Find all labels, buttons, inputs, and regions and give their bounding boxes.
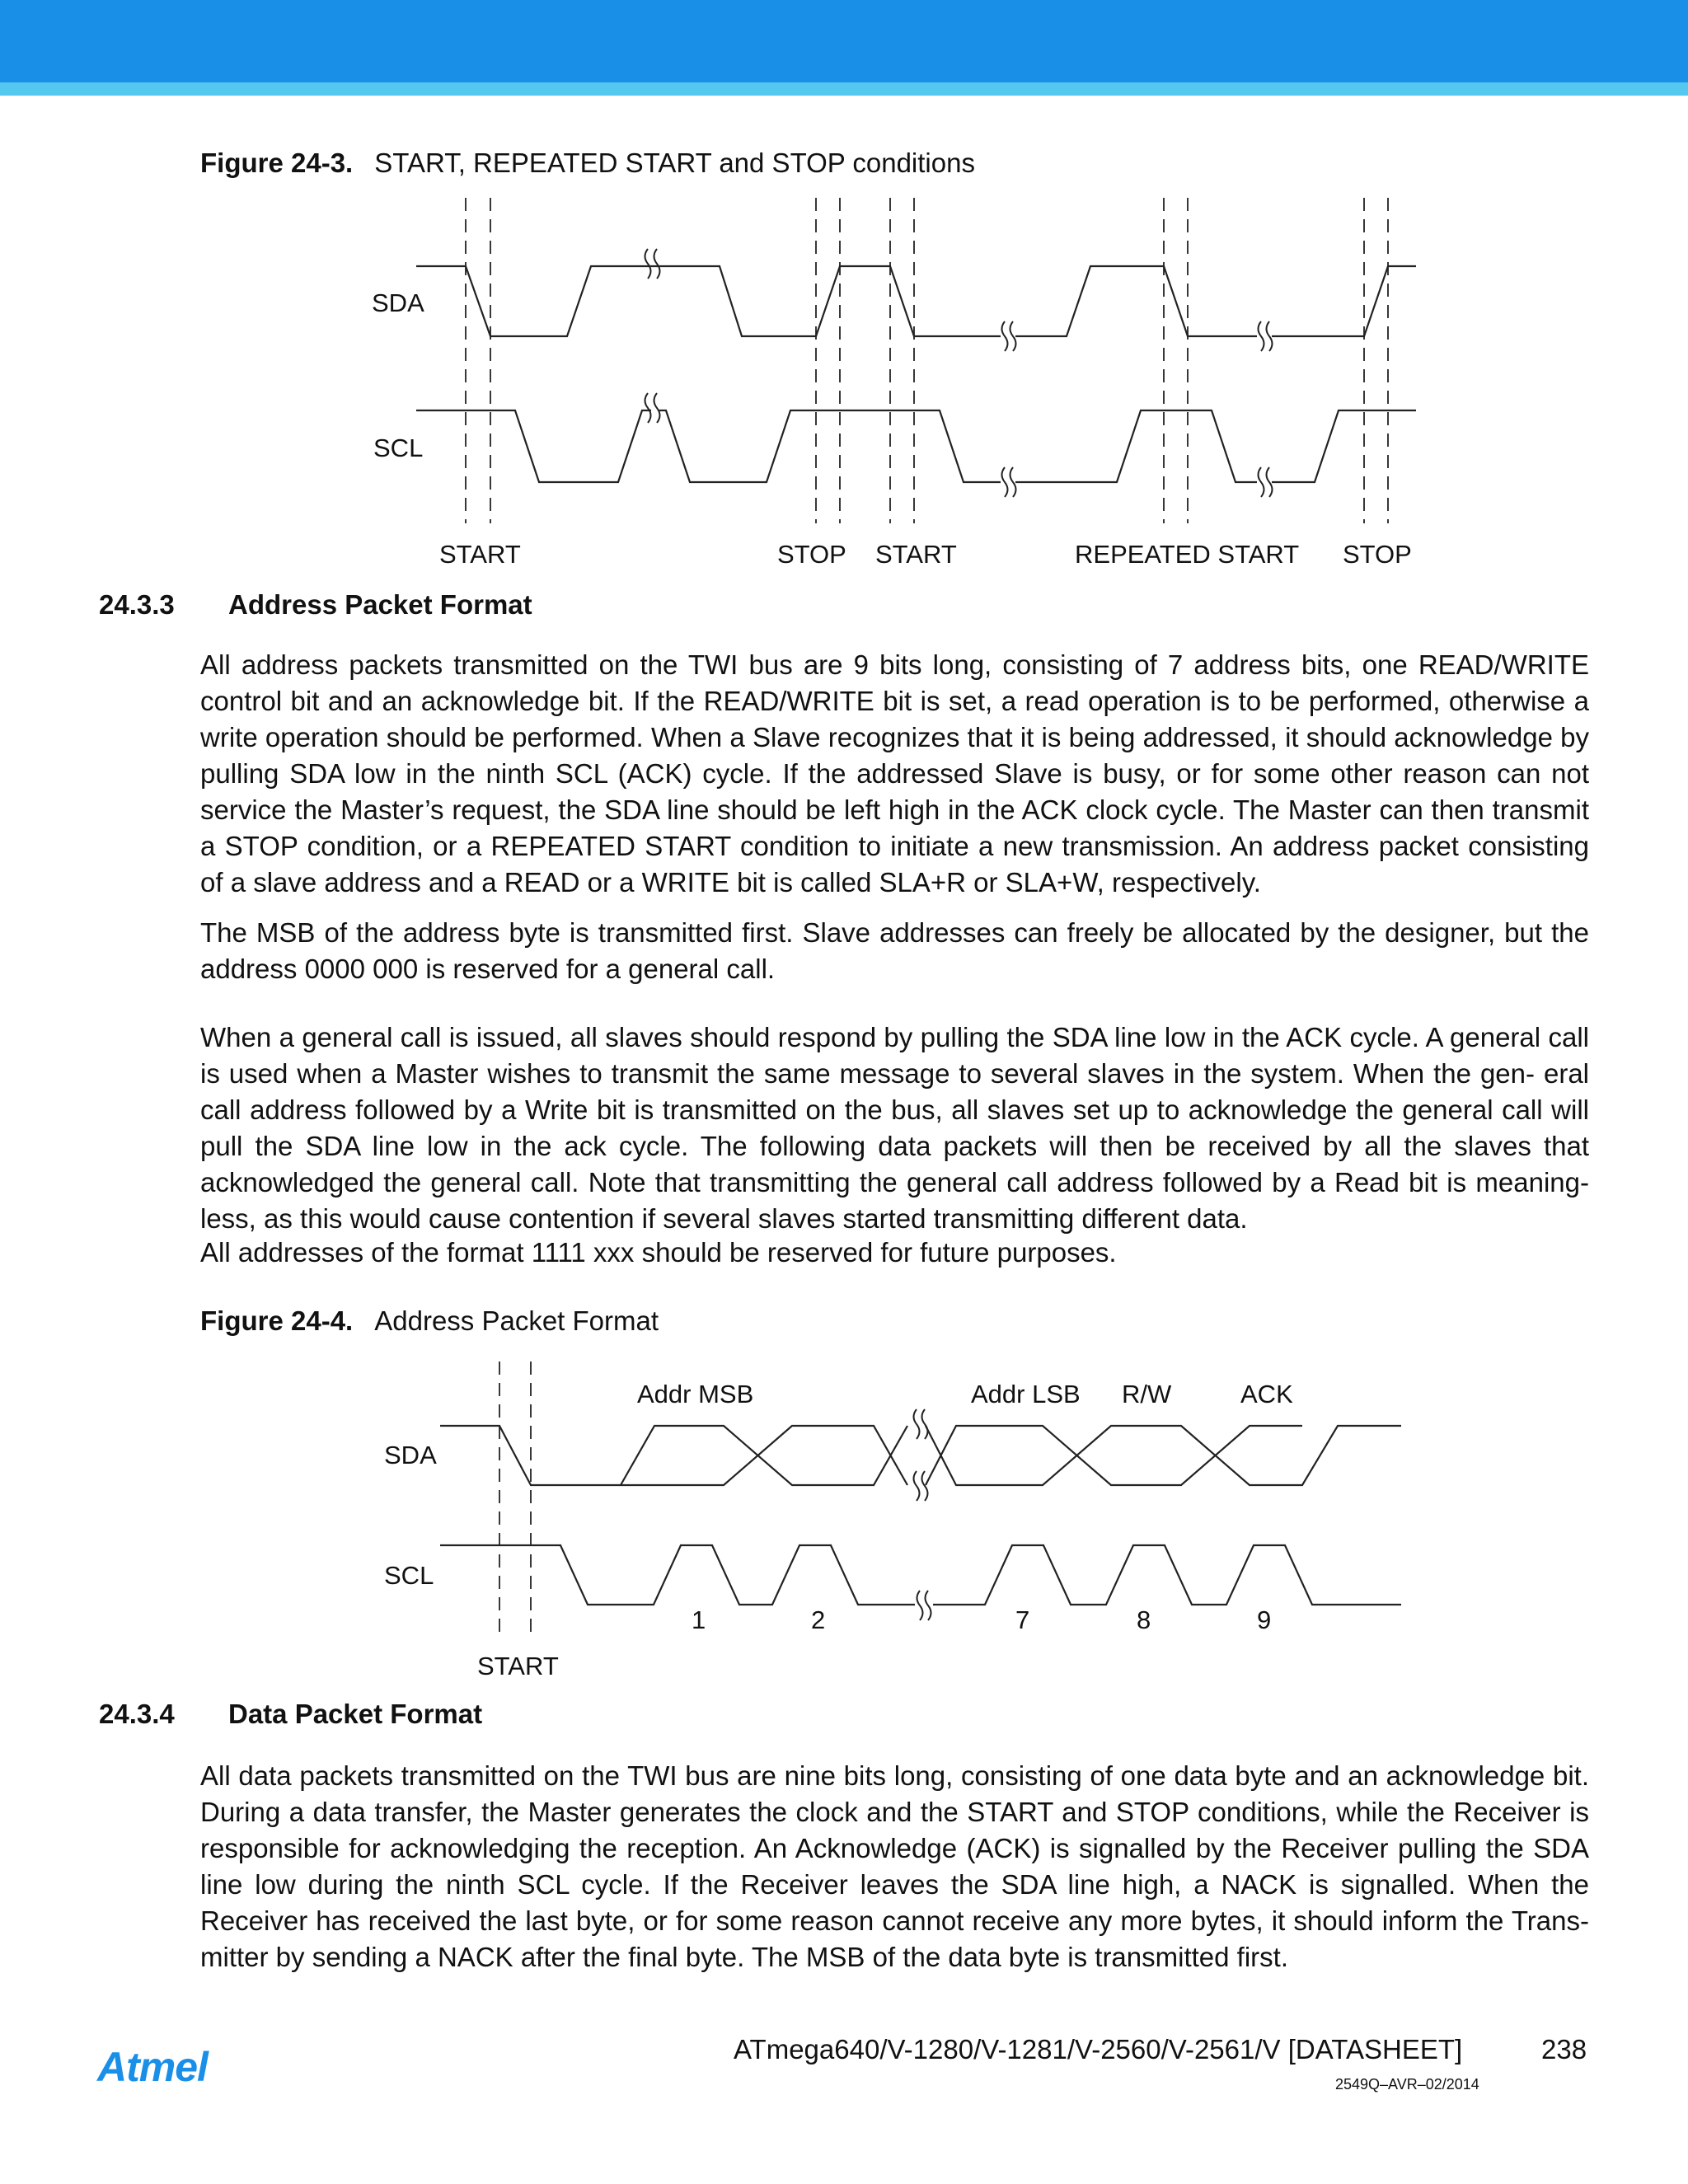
section-number: 24.3.3: [99, 589, 175, 620]
timing-guides: [466, 198, 1388, 523]
document-id: 2549Q–AVR–02/2014: [1335, 2076, 1479, 2093]
condition-label-repeated-start: REPEATED START: [1075, 540, 1300, 569]
signal-label-scl: SCL: [373, 434, 424, 462]
clock-number: 9: [1257, 1605, 1272, 1634]
condition-label-start: START: [477, 1652, 559, 1680]
paragraph: All addresses of the format 1111 xxx should be reserved for future purposes.: [200, 1237, 1117, 1268]
timing-guides: [499, 1361, 531, 1636]
field-label-ack: ACK: [1240, 1380, 1293, 1408]
clock-number: 7: [1015, 1605, 1030, 1634]
signal-label-scl: SCL: [384, 1561, 434, 1590]
figure-caption: [200, 147, 975, 180]
sda-waveform: [440, 1426, 1401, 1485]
condition-label-start: START: [875, 540, 957, 569]
condition-label-start: START: [439, 540, 521, 569]
atmel-logo: Atmel: [97, 2044, 208, 2090]
header-stripe: [0, 82, 1688, 96]
footer-title: ATmega640/V-1280/V-1281/V-2560/V-2561/V [DATASHEET]: [734, 2034, 1463, 2064]
section-title: Data Packet Format: [228, 1699, 483, 1729]
address-packet-timing-diagram: [0, 1352, 1688, 1681]
scl-waveform: [416, 410, 1416, 482]
paragraph: All address packets transmitted on the TWI bus are 9 bits long, consisting of 7 address bits, one READ/WRITE control bit and an acknowledge bit. If the READ/WRITE bit is set, a read operation is to be performed, otherwise a write operation should be performed. When a Slave recognizes that it is being addressed, it should acknowledge by pulling SDA low in the ninth SCL (ACK) cycle. If the addressed Slave is busy, or for some other reason can not service the Master’s request, the SDA line should be left high in the ACK clock cycle. The Master can then transmit a STOP condition, or a REPEATED START condition to initiate a new transmission. An address packet consisting of a slave address and a READ or a WRITE bit is called SLA+R or SLA+W, respectively.: [200, 649, 1589, 898]
break-marks: [914, 1409, 931, 1620]
clock-number: 2: [811, 1605, 826, 1634]
paragraph: When a general call is issued, all slaves should respond by pulling the SDA line low in the ACK cycle. A general call is used when a Master wishes to transmit the same message to several slaves in the system. When the gen- eral call address followed by a Write bit is transmitted on the bus, all slaves set up to acknowledge the general call will pull the SDA line low in the ack cycle. The following data packets will then be received by all the slaves that acknowledged the general call. Note that transmitting the general call address followed by a Read bit is meaning- less, as this would cause contention if several slaves started transmitting different data.: [200, 1022, 1589, 1234]
signal-label-sda: SDA: [372, 288, 424, 317]
clock-number: 1: [692, 1605, 706, 1634]
figure-number: Figure 24-3.: [200, 148, 354, 178]
section-title: Address Packet Format: [228, 589, 532, 620]
field-label-addr-lsb: Addr LSB: [971, 1380, 1081, 1408]
figure-title: START, REPEATED START and STOP conditions: [374, 148, 975, 178]
start-stop-timing-diagram: [0, 190, 1688, 577]
scl-waveform: [440, 1545, 1401, 1605]
break-marks: [645, 249, 1273, 497]
section-heading: [99, 1698, 482, 1731]
header-bar: [0, 0, 1688, 82]
clock-number: 8: [1137, 1605, 1151, 1634]
paragraph: The MSB of the address byte is transmitted first. Slave addresses can freely be allocated by the designer, but the address 0000 000 is reserved for a general call.: [200, 917, 1589, 984]
section-heading: [99, 588, 532, 621]
paragraph: All data packets transmitted on the TWI bus are nine bits long, consisting of one data byte and an acknowledge bit. During a data transfer, the Master generates the clock and the START and STOP conditions, while the Receiver is responsible for acknowledging the reception. An Acknowledge (ACK) is signalled by the Receiver pulling the SDA line low during the ninth SCL cycle. If the Receiver leaves the SDA line high, a NACK is signalled. When the Receiver has received the last byte, or for some reason cannot receive any more bytes, it should inform the Trans- mitter by sending a NACK after the final byte. The MSB of the data byte is transmitted first.: [200, 1760, 1589, 1972]
signal-label-sda: SDA: [384, 1441, 437, 1469]
field-label-rw: R/W: [1122, 1380, 1172, 1408]
condition-label-stop: STOP: [1343, 540, 1412, 569]
condition-label-stop: STOP: [777, 540, 846, 569]
field-label-addr-msb: Addr MSB: [637, 1380, 754, 1408]
figure-number: Figure 24-4.: [200, 1305, 354, 1336]
section-number: 24.3.4: [99, 1699, 175, 1729]
page-number: 238: [1541, 2034, 1587, 2064]
figure-title: Address Packet Format: [374, 1305, 659, 1336]
figure-caption: [200, 1305, 659, 1338]
